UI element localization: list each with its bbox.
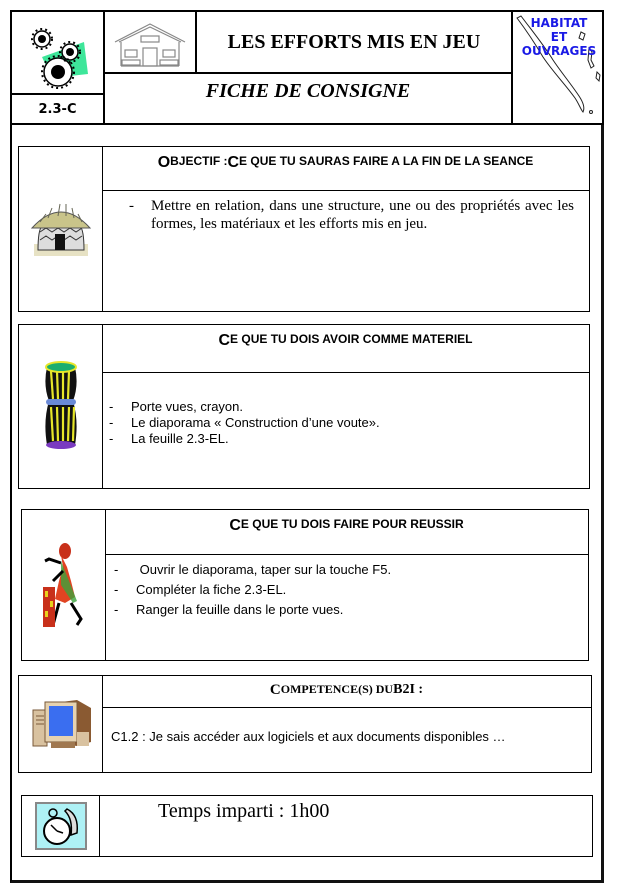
list-item: - Ranger la feuille dans le porte vues. (114, 600, 584, 620)
page-subtitle: FICHE DE CONSIGNE (103, 72, 513, 125)
objectif-title-part: E QUE TU SAURAS FAIRE A LA FIN DE LA SEANCE (239, 154, 534, 168)
house-icon (105, 12, 195, 72)
reussir-title-part: E QUE TU DOIS FAIRE POUR REUSSIR (240, 517, 464, 531)
materiel-header (102, 325, 589, 373)
competences-title-part: OMPETENCE(S) DU (280, 682, 394, 696)
materiel-list (109, 399, 579, 447)
objectif-header (102, 147, 589, 191)
competences-header (102, 676, 591, 708)
reussir-item-text: Ouvrir le diaporama, taper sur la touche F5. (136, 562, 392, 577)
temps-section (21, 795, 593, 857)
competences-title-part: B2I : (393, 682, 424, 697)
objectif-section (18, 146, 590, 312)
gears-logo-box (10, 10, 105, 95)
theme-line-2: ET (550, 30, 568, 44)
list-item: - Porte vues, crayon. (109, 399, 243, 414)
materiel-item-text: La feuille 2.3-EL. (131, 431, 229, 446)
drummer-icon (41, 541, 87, 629)
objectif-icon-cell (19, 147, 103, 311)
reussir-item-text: Compléter la fiche 2.3-EL. (136, 582, 287, 597)
materiel-item-text: Le diaporama « Construction d’une voute». (131, 415, 380, 430)
objectif-title-part: BJECTIF : (170, 154, 228, 168)
competences-section (18, 675, 592, 773)
hut-icon (30, 200, 92, 258)
objectif-title-part: O (157, 154, 171, 171)
materiel-item-text: Porte vues, crayon. (131, 399, 243, 414)
reussir-header (105, 510, 588, 555)
list-item: - Ouvrir le diaporama, taper sur la touche F5. (114, 560, 584, 580)
list-item: - Compléter la fiche 2.3-EL. (114, 580, 584, 600)
list-item: - La feuille 2.3-EL. (109, 431, 229, 446)
reussir-title-part: C (229, 517, 241, 534)
theme-line-1: HABITAT (530, 16, 588, 30)
stopwatch-icon (39, 805, 83, 847)
objectif-item-text: Mettre en relation, dans une structure, une ou des propriétés avec les formes, les matériaux et les efforts mis en jeu. (151, 198, 574, 232)
sheet-code: 2.3-C (10, 93, 105, 125)
temps-icon-cell (22, 796, 100, 856)
drum-icon (41, 361, 81, 453)
theme-line-3: OUVRAGES (521, 44, 597, 58)
house-icon-box (103, 10, 197, 74)
competences-title-part: C (269, 682, 281, 698)
gears-icon (12, 12, 103, 93)
materiel-title-part: E QUE TU DOIS AVOIR COMME MATERIEL (230, 332, 473, 346)
competences-icon-cell (19, 676, 103, 772)
materiel-section (18, 324, 590, 489)
reussir-section (21, 509, 589, 661)
reussir-list (114, 560, 584, 620)
list-item: - Mettre en relation, dans une structure, une ou des propriétés avec les formes, les matériaux et les efforts mis en jeu. (129, 198, 574, 232)
list-item: - Le diaporama « Construction d’une voute». (109, 415, 380, 430)
page-title: LES EFFORTS MIS EN JEU (195, 10, 513, 74)
stopwatch-icon-frame (35, 802, 87, 850)
theme-label (519, 16, 599, 58)
reussir-item-text: Ranger la feuille dans le porte vues. (136, 602, 344, 617)
competences-text: C1.2 : Je sais accéder aux logiciels et aux documents disponibles … (111, 729, 506, 744)
time-allotted: Temps imparti : 1h00 (158, 800, 330, 822)
reussir-icon-cell (22, 510, 106, 660)
computer-icon (29, 698, 93, 750)
objectif-title-part: C (227, 154, 240, 171)
theme-box (511, 10, 604, 125)
materiel-title-part: C (218, 332, 231, 349)
materiel-icon-cell (19, 325, 103, 488)
objectif-list (129, 197, 574, 233)
